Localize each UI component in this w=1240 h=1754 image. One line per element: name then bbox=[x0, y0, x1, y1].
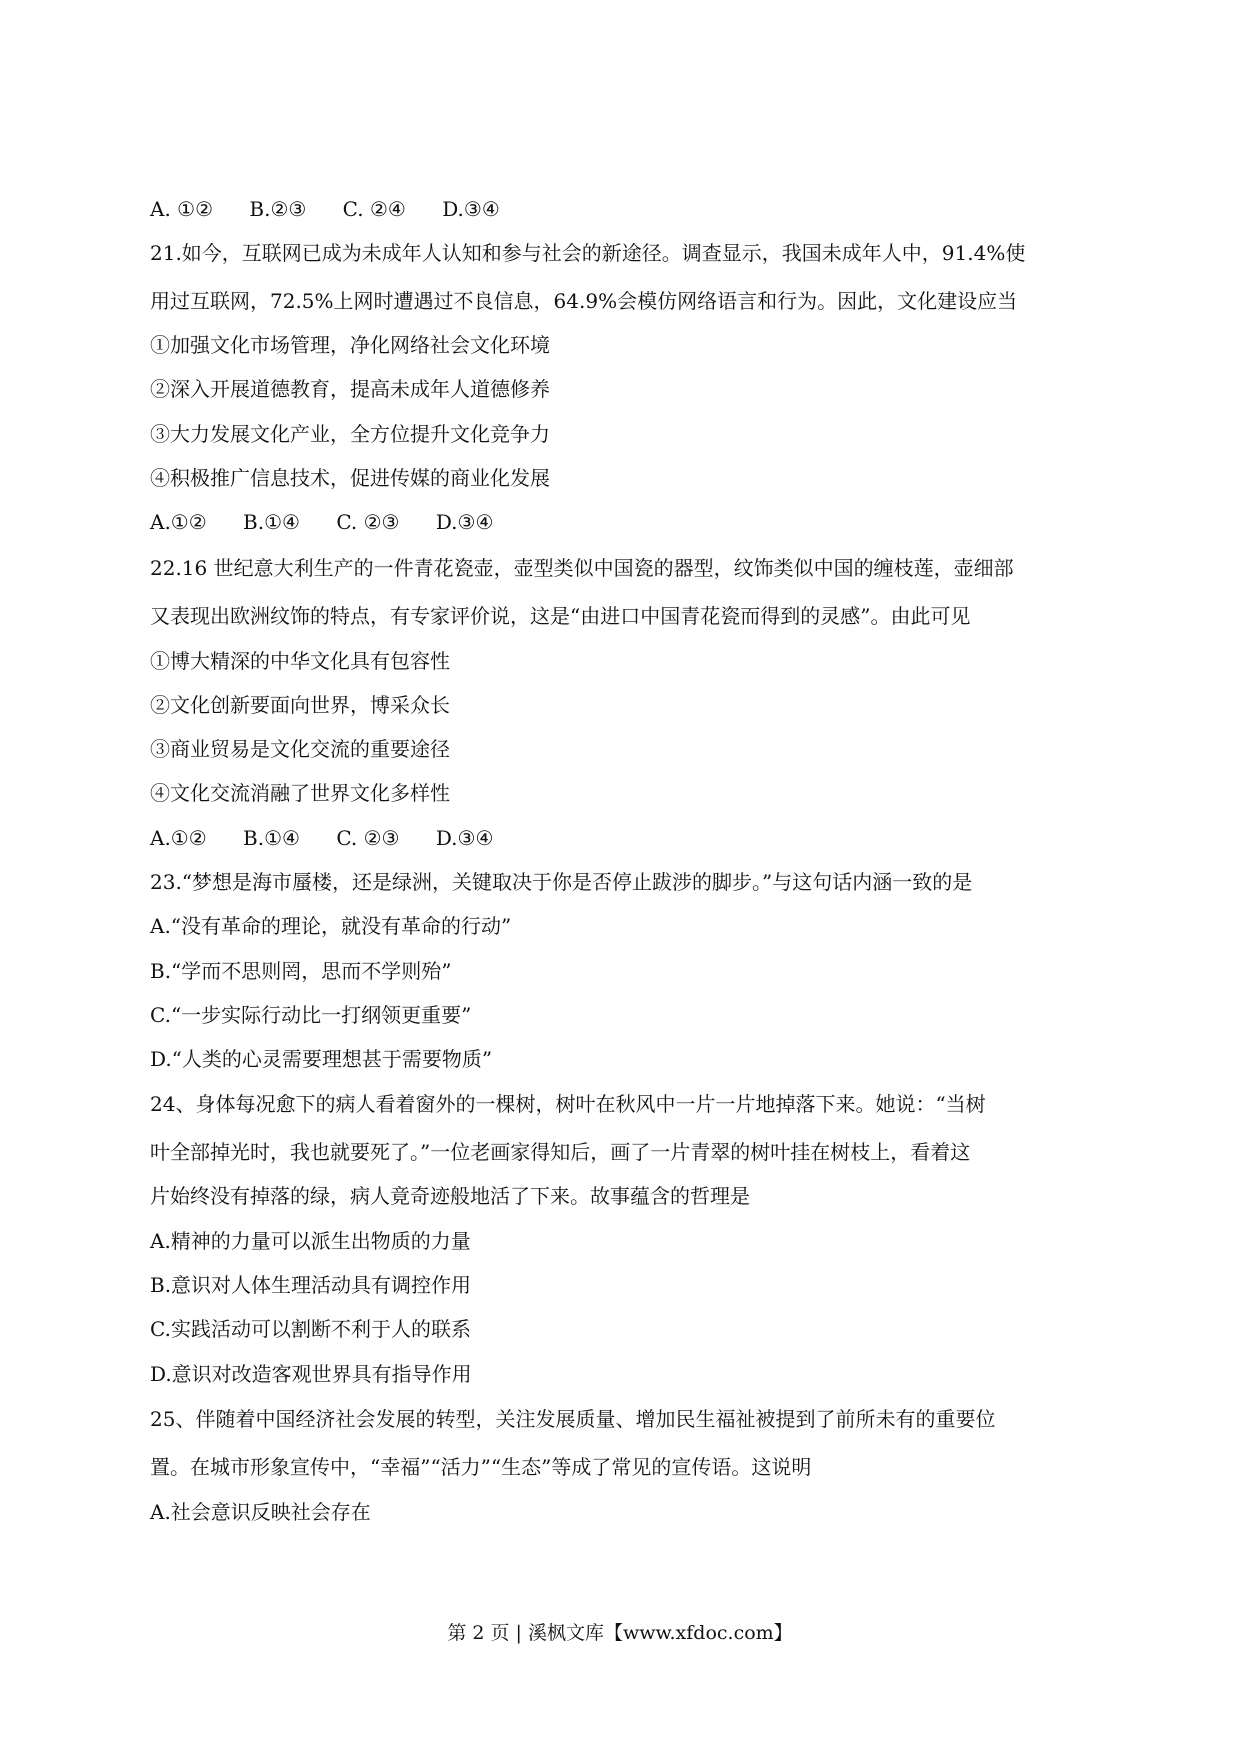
option-b: B.②③ bbox=[249, 197, 307, 221]
q25-option-a: A.社会意识反映社会存在 bbox=[150, 1500, 371, 1524]
q22-item-3: ③商业贸易是文化交流的重要途径 bbox=[150, 737, 450, 761]
q21-stem-line-2: 用过互联网，72.5%上网时遭遇过不良信息，64.9%会模仿网络语言和行为。因此，文化建设应当 bbox=[150, 289, 1018, 313]
option-b: B.①④ bbox=[243, 510, 300, 534]
option-c: C. ②③ bbox=[336, 510, 400, 534]
option-b: B.①④ bbox=[243, 826, 300, 850]
q21-item-4: ④积极推广信息技术，促进传媒的商业化发展 bbox=[150, 466, 550, 490]
q24-stem-line-1: 24、身体每况愈下的病人看着窗外的一棵树，树叶在秋风中一片一片地掉落下来。她说：“当树 bbox=[150, 1092, 986, 1116]
q21-item-3: ③大力发展文化产业，全方位提升文化竞争力 bbox=[150, 422, 550, 446]
option-c: C. ②④ bbox=[342, 197, 406, 221]
option-d: D.③④ bbox=[442, 197, 500, 221]
page-footer: 第 2 页 | 溪枫文库【www.xfdoc.com】 bbox=[447, 1622, 793, 1644]
q25-stem-line-1: 25、伴随着中国经济社会发展的转型，关注发展质量、增加民生福祉被提到了前所未有的重要位 bbox=[150, 1407, 996, 1431]
option-a: A.①② bbox=[150, 826, 207, 850]
q22-item-4: ④文化交流消融了世界文化多样性 bbox=[150, 781, 450, 805]
q23-option-b: B.“学而不思则罔，思而不学则殆” bbox=[150, 959, 452, 983]
q24-option-c: C.实践活动可以割断不利于人的联系 bbox=[150, 1317, 471, 1341]
option-c: C. ②③ bbox=[336, 826, 400, 850]
q23-option-c: C.“一步实际行动比一打纲领更重要” bbox=[150, 1003, 472, 1027]
q21-item-2: ②深入开展道德教育，提高未成年人道德修养 bbox=[150, 377, 550, 401]
options-row-q20 bbox=[150, 196, 500, 222]
option-a: A. ①② bbox=[150, 197, 214, 221]
q23-stem: 23.“梦想是海市蜃楼，还是绿洲，关键取决于你是否停止跋涉的脚步。”与这句话内涵一致的是 bbox=[150, 870, 973, 894]
q22-stem-line-2: 又表现出欧洲纹饰的特点，有专家评价说，这是“由进口中国青花瓷而得到的灵感”。由此可见 bbox=[150, 604, 971, 628]
q24-stem-line-2: 叶全部掉光时，我也就要死了。”一位老画家得知后，画了一片青翠的树叶挂在树枝上，看着这 bbox=[150, 1140, 971, 1164]
q24-option-a: A.精神的力量可以派生出物质的力量 bbox=[150, 1229, 471, 1253]
options-row-q21 bbox=[150, 509, 493, 535]
q24-option-d: D.意识对改造客观世界具有指导作用 bbox=[150, 1362, 472, 1386]
option-a: A.①② bbox=[150, 510, 207, 534]
q24-stem-line-3: 片始终没有掉落的绿，病人竟奇迹般地活了下来。故事蕴含的哲理是 bbox=[150, 1184, 750, 1208]
option-d: D.③④ bbox=[435, 510, 494, 534]
option-d: D.③④ bbox=[435, 826, 494, 850]
options-row-q22 bbox=[150, 825, 493, 851]
q21-item-1: ①加强文化市场管理，净化网络社会文化环境 bbox=[150, 333, 550, 357]
q23-option-a: A.“没有革命的理论，就没有革命的行动” bbox=[150, 914, 512, 938]
q24-option-b: B.意识对人体生理活动具有调控作用 bbox=[150, 1273, 472, 1297]
q22-stem-line-1: 22.16 世纪意大利生产的一件青花瓷壶，壶型类似中国瓷的器型，纹饰类似中国的缠枝莲，壶细部 bbox=[150, 556, 1014, 580]
q22-item-2: ②文化创新要面向世界，博采众长 bbox=[150, 693, 450, 717]
q21-stem-line-1: 21.如今，互联网已成为未成年人认知和参与社会的新途径。调查显示，我国未成年人中，91.4%使 bbox=[150, 241, 1026, 265]
q25-stem-line-2: 置。在城市形象宣传中，“幸福”“活力”“生态”等成了常见的宣传语。这说明 bbox=[150, 1455, 812, 1479]
q22-item-1: ①博大精深的中华文化具有包容性 bbox=[150, 649, 450, 673]
q23-option-d: D.“人类的心灵需要理想甚于需要物质” bbox=[150, 1047, 493, 1071]
